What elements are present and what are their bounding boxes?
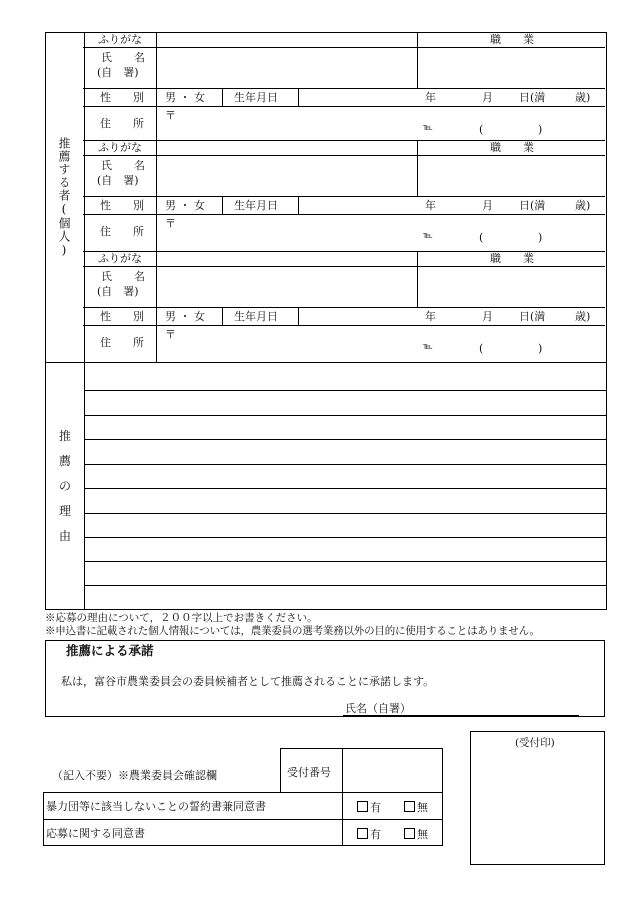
occupation-divider (417, 140, 418, 196)
office-header: （記入不要）※農業委員会確認欄 (52, 769, 217, 782)
name-label: 氏 名 (101, 159, 145, 172)
month-label: 月 (482, 199, 493, 212)
row-line (83, 155, 605, 156)
birth-divider (298, 196, 299, 214)
day-label: 日(満 (519, 91, 546, 104)
row-line (83, 196, 605, 197)
furigana-label: ふりがな (98, 33, 142, 46)
name-label: 氏 名 (101, 51, 145, 64)
row-line (83, 47, 605, 48)
address-label: 住 所 (100, 117, 144, 130)
check-yes[interactable] (357, 828, 381, 840)
office-row-label: 応募に関する同意書 (46, 827, 145, 840)
month-label: 月 (482, 310, 493, 323)
postal-mark: 〒 (165, 217, 176, 230)
postal-mark: 〒 (165, 328, 176, 341)
consent-signature-line[interactable] (343, 715, 579, 716)
reason-char: 由 (59, 529, 72, 543)
reason-char: の (59, 479, 72, 493)
occupation-label: 職 業 (490, 141, 534, 154)
check-no-label: 無 (417, 828, 428, 841)
note-reason-length: ※応募の理由について，２００字以上でお書きください。 (45, 612, 318, 624)
receipt-stamp-label: (受付印) (515, 737, 555, 749)
sex-options[interactable]: 男 ・ 女 (165, 199, 205, 212)
furigana-label: ふりがな (98, 252, 142, 265)
reason-line (84, 513, 606, 514)
age-label: 歳) (575, 91, 591, 104)
tel-paren-open: ( (479, 342, 484, 355)
reason-char: 推 (59, 429, 72, 443)
tel-icon: ℡ (423, 342, 433, 352)
occupation-label: 職 業 (490, 252, 534, 265)
checkbox-icon (357, 801, 368, 812)
self-sign-label: (自 署) (97, 174, 139, 187)
reason-line (84, 415, 606, 416)
receipt-number-box (280, 748, 443, 793)
label-column-divider (156, 33, 157, 362)
receipt-divider (342, 749, 343, 792)
checkbox-icon (404, 828, 415, 839)
side-column-divider (84, 33, 85, 609)
address-label: 住 所 (100, 336, 144, 349)
section-divider (46, 362, 606, 363)
occupation-divider (417, 251, 418, 307)
occupation-divider (417, 32, 418, 88)
sex-label: 性 別 (100, 199, 144, 212)
check-no-label: 無 (417, 801, 428, 814)
sex-options[interactable]: 男 ・ 女 (165, 91, 205, 104)
office-row-divider (44, 819, 442, 820)
sex-divider (222, 88, 223, 106)
tel-paren-open: ( (479, 231, 484, 244)
occupation-label: 職 業 (490, 33, 534, 46)
reason-line (84, 537, 606, 538)
day-label: 日(満 (519, 310, 546, 323)
birth-label: 生年月日 (234, 199, 278, 212)
receipt-number-label: 受付番号 (287, 766, 331, 779)
row-line (83, 325, 605, 326)
checkbox-icon (404, 801, 415, 812)
name-label: 氏 名 (101, 270, 145, 283)
consent-box (45, 640, 605, 717)
self-sign-label: (自 署) (97, 285, 139, 298)
reason-char: 薦 (59, 454, 72, 468)
row-line (83, 106, 605, 107)
reason-line (84, 585, 606, 586)
age-label: 歳) (575, 199, 591, 212)
check-no[interactable] (404, 801, 428, 813)
furigana-label: ふりがな (98, 141, 142, 154)
birth-label: 生年月日 (234, 91, 278, 104)
postal-mark: 〒 (165, 109, 176, 122)
tel-paren-open: ( (479, 123, 484, 136)
sex-divider (222, 196, 223, 214)
check-yes-label: 有 (370, 801, 381, 814)
consent-title: 推薦による承諾 (66, 643, 154, 658)
sex-divider (222, 307, 223, 325)
reason-line (84, 464, 606, 465)
month-label: 月 (482, 91, 493, 104)
birth-divider (298, 307, 299, 325)
row-line (83, 266, 605, 267)
check-no[interactable] (404, 828, 428, 840)
reason-line (84, 561, 606, 562)
sex-options[interactable]: 男 ・ 女 (165, 310, 205, 323)
check-yes-label: 有 (370, 828, 381, 841)
reason-char: 理 (59, 504, 72, 518)
address-label: 住 所 (100, 225, 144, 238)
year-label: 年 (425, 91, 436, 104)
tel-paren-close: ) (538, 342, 543, 355)
side-label-recommender: 推薦する者(個人) (57, 137, 71, 258)
tel-icon: ℡ (423, 231, 433, 241)
sex-label: 性 別 (100, 91, 144, 104)
reason-line (84, 488, 606, 489)
row-line (83, 307, 605, 308)
sex-label: 性 別 (100, 310, 144, 323)
office-col-divider (342, 793, 343, 845)
birth-label: 生年月日 (234, 310, 278, 323)
day-label: 日(満 (519, 199, 546, 212)
row-line (83, 88, 605, 89)
year-label: 年 (425, 310, 436, 323)
tel-paren-close: ) (538, 123, 543, 136)
row-line (83, 214, 605, 215)
tel-paren-close: ) (538, 231, 543, 244)
reason-line (84, 390, 606, 391)
checkbox-icon (357, 828, 368, 839)
receipt-stamp-box (470, 731, 605, 865)
consent-name-label: 氏名（自署） (345, 702, 411, 715)
office-check-table (43, 792, 443, 846)
self-sign-label: (自 署) (97, 66, 139, 79)
office-row-label: 暴力団等に該当しないことの誓約書兼同意書 (46, 800, 266, 813)
note-privacy: ※申込書に記載された個人情報については，農業委員の選考業務以外の目的に使用することはありません。 (45, 625, 540, 637)
tel-icon: ℡ (423, 123, 433, 133)
check-yes[interactable] (357, 801, 381, 813)
consent-body: 私は，富谷市農業委員会の委員候補者として推薦されることに承諾します。 (61, 675, 435, 688)
year-label: 年 (425, 199, 436, 212)
reason-line (84, 439, 606, 440)
birth-divider (298, 88, 299, 106)
age-label: 歳) (575, 310, 591, 323)
